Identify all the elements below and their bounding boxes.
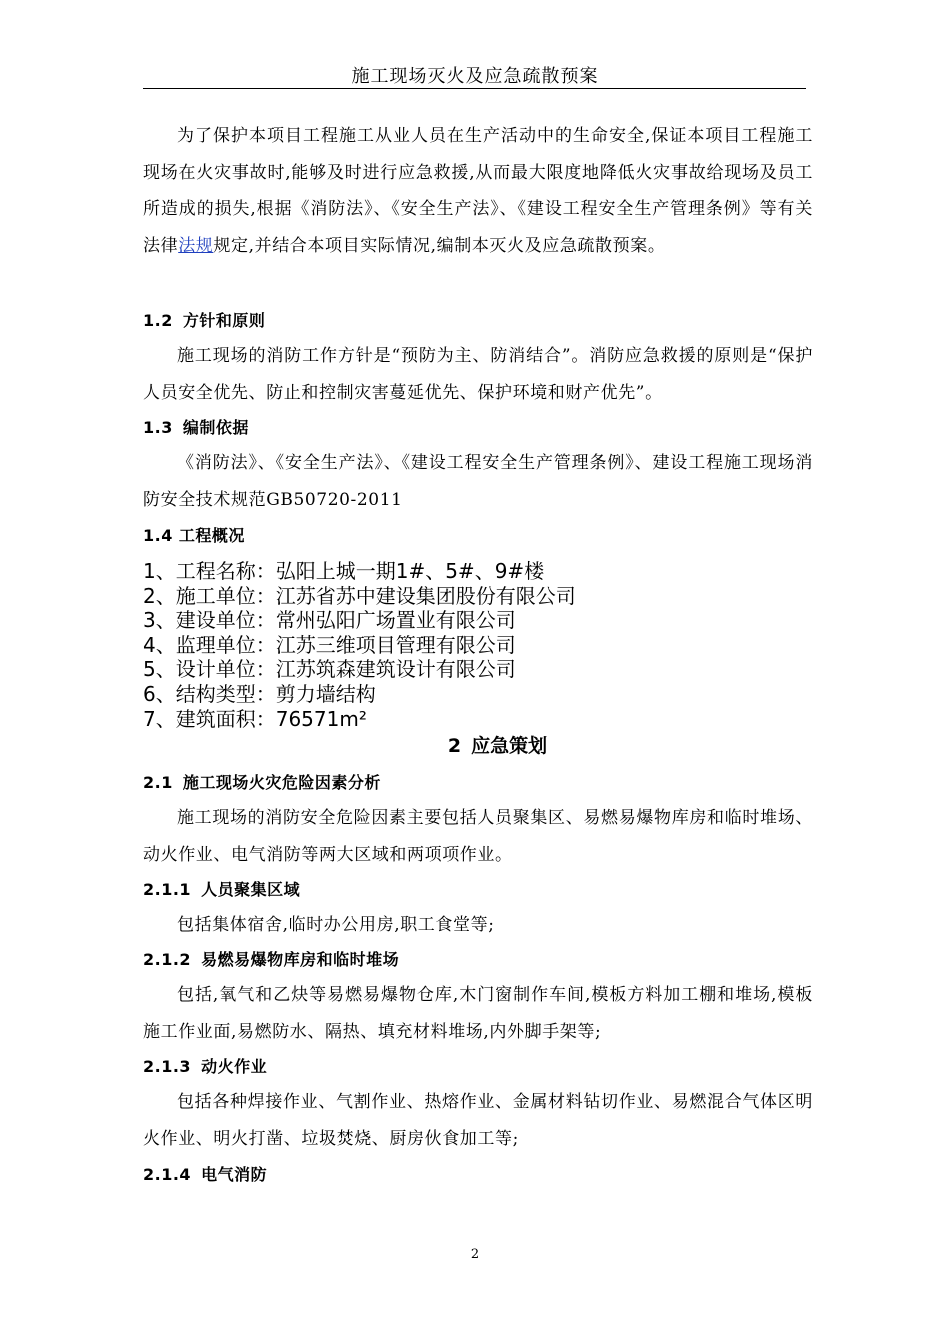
section-1-4-heading: 1.4 工程概况	[143, 526, 245, 545]
section-2-1-heading	[143, 771, 381, 795]
section-1-2-heading	[143, 309, 265, 333]
section-2-1-2-heading	[143, 948, 399, 972]
section-2-1-paragraph: 施工现场的消防安全危险因素主要包括人员聚集区、易燃易爆物库房和临时堆场、动火作业、电气消防等两大区域和两项项作业。	[143, 808, 813, 865]
section-number: 2.1.2	[143, 950, 192, 969]
section-title: 易燃易爆物库房和临时堆场	[201, 950, 400, 969]
chapter-2-heading	[0, 733, 950, 759]
list-item: 2、施工单位：江苏省苏中建设集团股份有限公司	[143, 583, 576, 608]
section-title: 人员聚集区域	[201, 880, 301, 899]
list-item: 7、建筑面积：76571m²	[143, 706, 367, 731]
section-number: 2.1.4	[143, 1165, 192, 1184]
section-number: 1.2	[143, 311, 173, 330]
section-number: 2.1.1	[143, 880, 192, 899]
list-item: 1、工程名称：弘阳上城一期1#、5#、9#楼	[143, 559, 545, 583]
intro-text-before-link: 为了保护本项目工程施工从业人员在生产活动中的生命安全,保证本项目工程施工现场在火灾事故时,能够及时进行应急救援,从而最大限度地降低火灾事故给现场及员工所造成的损失,根据《消防法》、《安全生产法》、《建设工程安全生产管理条例》等有关法律	[143, 126, 813, 256]
chapter-number: 2	[447, 735, 462, 757]
section-number: 2.1	[143, 773, 173, 792]
section-title: 编制依据	[182, 418, 249, 437]
section-2-1-3-heading	[143, 1055, 267, 1079]
list-item: 4、监理单位：江苏三维项目管理有限公司	[143, 632, 516, 657]
regulations-link[interactable]: 法规	[178, 235, 214, 256]
section-title: 电气消防	[201, 1165, 268, 1184]
section-title: 施工现场火灾危险因素分析	[182, 773, 381, 792]
header-rule	[143, 88, 806, 89]
section-1-2-paragraph: 施工现场的消防工作方针是“预防为主、防消结合”。消防应急救援的原则是“保护人员安全优先、防止和控制灾害蔓延优先、保护环境和财产优先”。	[143, 346, 813, 403]
section-2-1-1-heading	[143, 878, 300, 902]
section-2-1-3-paragraph: 包括各种焊接作业、气割作业、热熔作业、金属材料钻切作业、易燃混合气体区明火作业、明火打凿、垃圾焚烧、厨房伙食加工等;	[143, 1092, 813, 1149]
intro-text-after-link: 规定,并结合本项目实际情况,编制本灭火及应急疏散预案。	[213, 235, 666, 256]
list-item: 5、设计单位：江苏筑森建筑设计有限公司	[143, 657, 516, 682]
section-2-1-1-paragraph: 包括集体宿舍,临时办公用房,职工食堂等;	[177, 915, 495, 935]
section-title: 动火作业	[201, 1057, 268, 1076]
section-number: 2.1.3	[143, 1057, 192, 1076]
project-overview-list	[143, 559, 576, 731]
list-item: 3、建设单位：常州弘阳广场置业有限公司	[143, 608, 516, 633]
list-item: 6、结构类型：剪力墙结构	[143, 681, 376, 706]
section-1-3-heading	[143, 416, 249, 440]
section-title: 方针和原则	[182, 311, 266, 330]
section-1-3-paragraph: 《消防法》、《安全生产法》、《建设工程安全生产管理条例》、建设工程施工现场消防安全技术规范GB50720-2011	[143, 453, 813, 510]
intro-paragraph	[143, 118, 813, 264]
chapter-title: 应急策划	[471, 735, 548, 757]
running-header: 施工现场灭火及应急疏散预案	[351, 66, 599, 87]
page-number: 2	[470, 1247, 480, 1262]
section-2-1-4-heading	[143, 1163, 267, 1187]
section-2-1-2-paragraph: 包括,氧气和乙炔等易燃易爆物仓库,木门窗制作车间,模板方料加工棚和堆场,模板施工作业面,易燃防水、隔热、填充材料堆场,内外脚手架等;	[143, 985, 813, 1042]
section-number: 1.3	[143, 418, 173, 437]
